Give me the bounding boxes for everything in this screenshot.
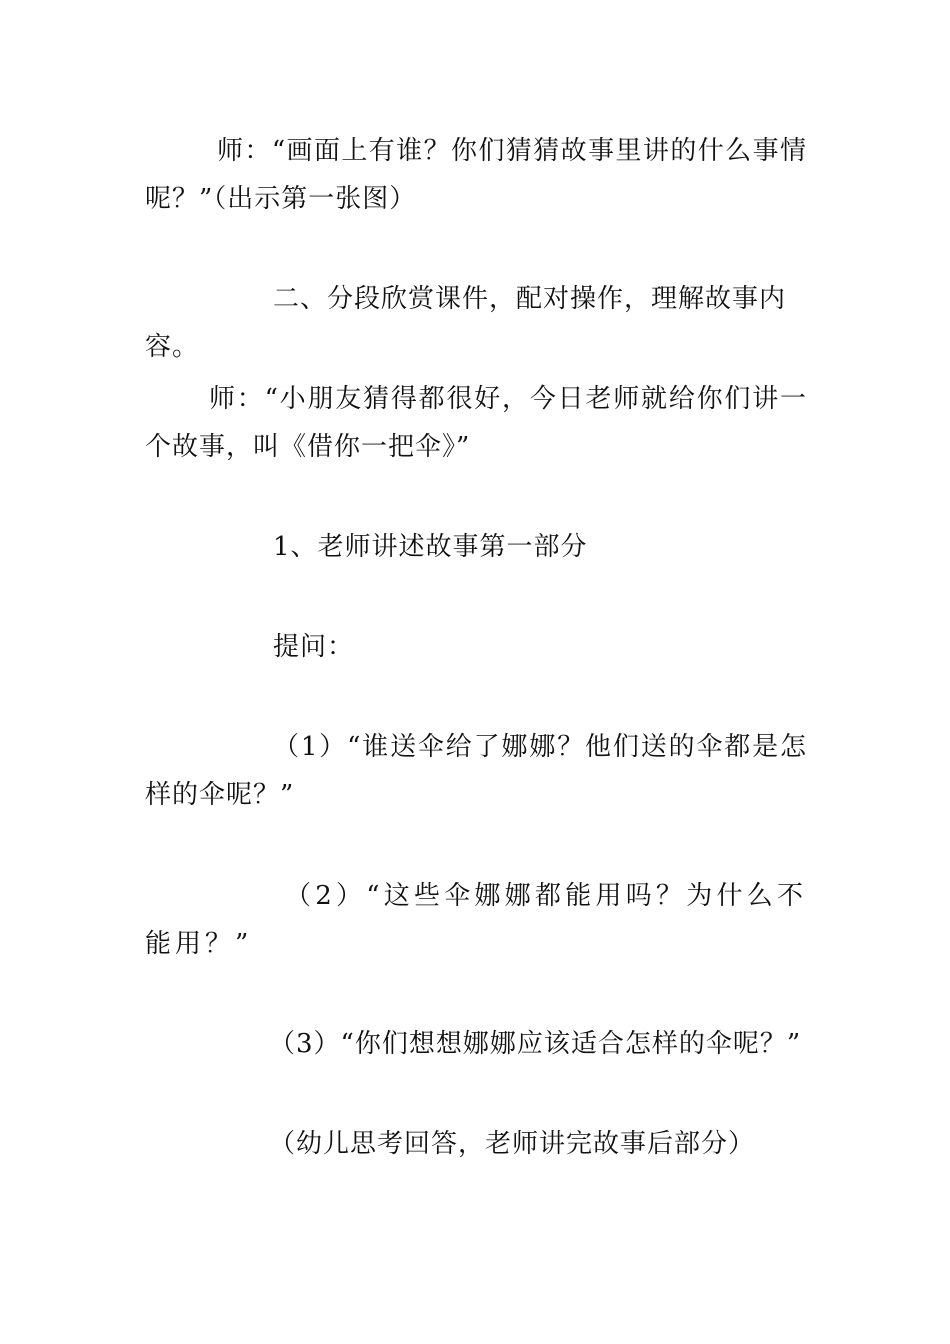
paragraph-step-one xyxy=(145,523,807,571)
paragraph-text: 师：“画面上有谁？你们猜猜故事里讲的什么事情呢？”（出示第一张图） xyxy=(145,136,807,214)
paragraph-text: （1）“谁送伞给了娜娜？他们送的伞都是怎样的伞呢？” xyxy=(145,732,807,810)
paragraph-question-two xyxy=(145,872,807,968)
paragraph-text: （2）“这些伞娜娜都能用吗？为什么不能用？” xyxy=(145,881,807,959)
paragraph-text: 1、老师讲述故事第一部分 xyxy=(273,532,588,562)
paragraph-text: 二、分段欣赏课件，配对操作，理解故事内容。 xyxy=(145,284,787,362)
paragraph-text: （3）“你们想想娜娜应该适合怎样的伞呢？” xyxy=(269,1029,802,1059)
paragraph-teacher-story-intro xyxy=(145,375,807,471)
paragraph-children-answer-note xyxy=(145,1120,807,1168)
paragraph-question-label xyxy=(145,623,807,671)
paragraph-question-one xyxy=(145,723,807,819)
paragraph-question-three xyxy=(145,1020,807,1068)
paragraph-text: （幼儿思考回答，老师讲完故事后部分） xyxy=(269,1129,756,1159)
paragraph-text: 师：“小朋友猜得都很好，今日老师就给你们讲一个故事，叫《借你一把伞》” xyxy=(145,384,807,462)
paragraph-teacher-question-picture xyxy=(145,127,807,223)
paragraph-text: 提问： xyxy=(273,632,355,662)
paragraph-section-two-heading xyxy=(145,275,807,371)
